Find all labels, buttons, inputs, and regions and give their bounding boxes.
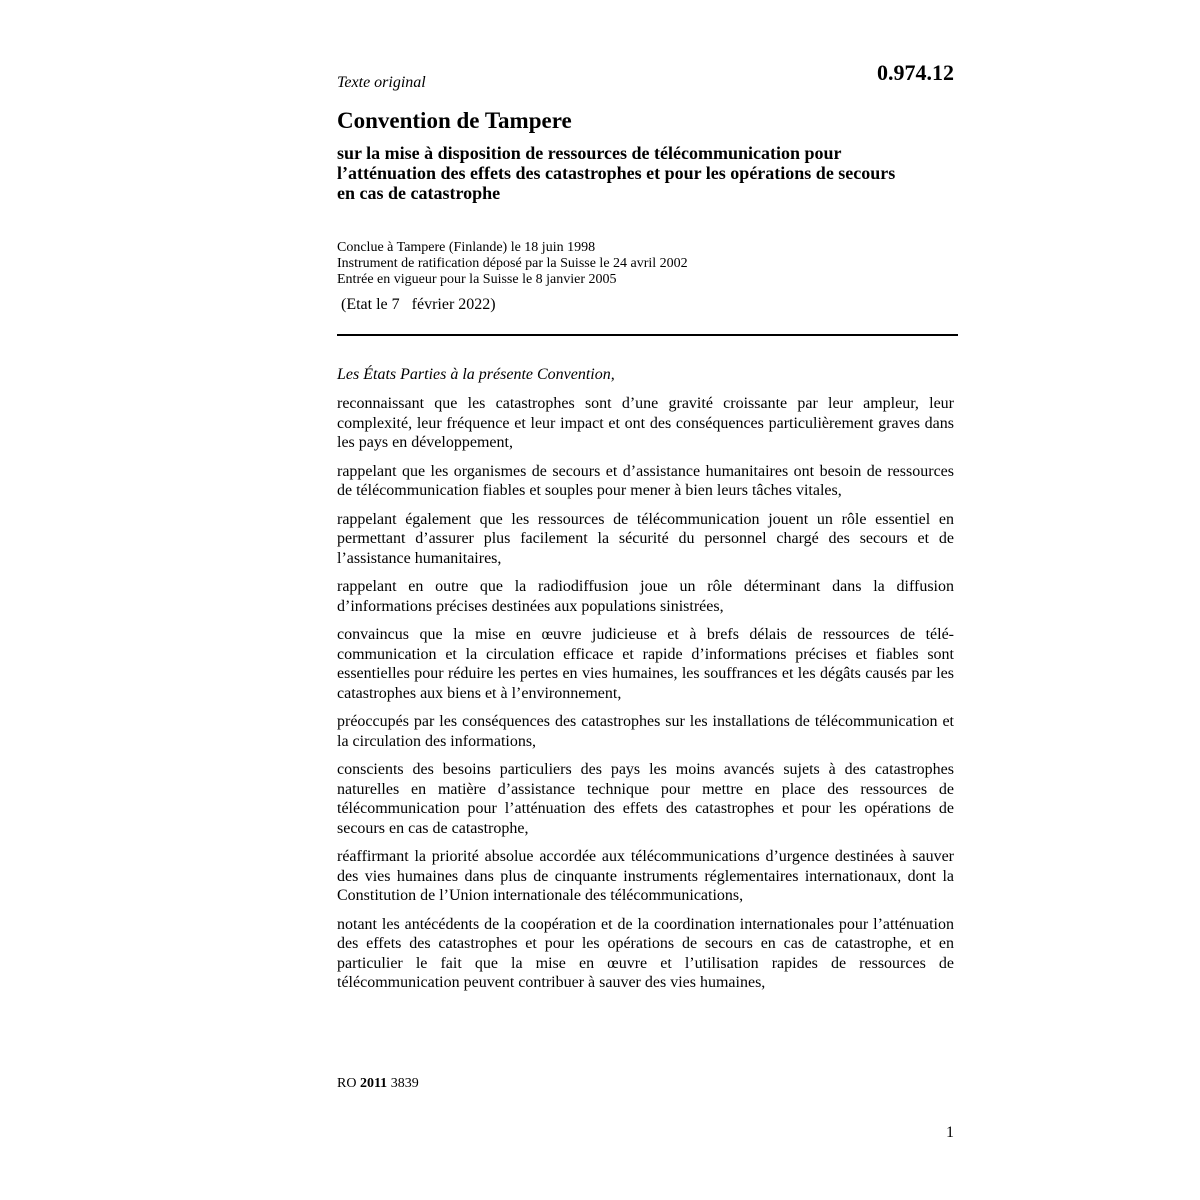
concluded-date: Conclue à Tampere (Finlande) le 18 juin 1998 [337,240,596,255]
ratification-date: Instrument de ratification déposé par la Suisse le 24 avril 2002 [337,256,688,271]
horizontal-divider [337,334,958,336]
official-compilation-reference [337,1076,419,1092]
entry-into-force-date: Entrée en vigueur pour la Suisse le 8 janvier 2005 [337,272,617,287]
ro-page: 3839 [390,1076,419,1091]
ro-year: 2011 [359,1076,388,1091]
preamble-clause: reconnaissant que les catastrophes sont d’une gravité croissante par leur ampleur, leur complexité, leur fréquence et leur impact et ont des conséquences particulièrement graves dans les pays en développement, [337,395,954,451]
document-metadata [337,240,688,288]
preamble-clause: notant les antécédents de la coopération et de la coordination internationales pour l’atténuation des effets des catastrophes et pour les opérations de secours en cas de catastrophe, et en particulier le fait que la mise en œuvre et l’utilisation rapides de ressources de télécommunication peuvent contribuer à sauver des vies humaines, [337,915,954,991]
ro-prefix: RO [337,1076,357,1091]
preamble-clauses [337,394,954,1002]
document-title: Convention de Tampere [337,108,572,133]
document-subtitle: sur la mise à disposition de ressources de télécommunication pour l’atténuation des effets des catastrophes et pour les opérations de secours en cas de catastrophe [337,143,896,203]
preamble-clause: réaffirmant la priorité absolue accordée aux télécommunications d’urgence destinées à sauver des vies humaines dans plus de cinquante instruments réglementaires internationaux, dont la Constitution de l’Union internationale des télécommunications, [337,848,954,904]
preamble-clause: rappelant en outre que la radiodiffusion joue un rôle déterminant dans la diffusion d’informations précises destinées aux populations sinistrées, [337,578,954,615]
preamble-clause: conscients des besoins particuliers des pays les moins avancés sujets à des catastrophes naturelles en matière d’assistance technique pour mettre en place des ressources de télécommunication pour l’atténuation des effets des catastrophes et pour les opérations de secours en cas de catastrophe, [337,761,954,837]
preamble-clause: rappelant que les organismes de secours et d’assistance humanitaires ont besoin de ressources de télécommunication fiables et souples pour mener à bien leurs tâches vitales, [337,462,954,499]
preamble-intro: Les États Parties à la présente Convention, [337,366,615,383]
page-number: 1 [946,1124,954,1141]
preamble-clause: rappelant également que les ressources de télécommunication jouent un rôle essentiel en permettant d’assurer plus facilement la sécurité du personnel chargé des secours et de l’assistance humanitaires, [337,510,954,567]
status-date: (Etat le 7 février 2022) [341,296,496,313]
preamble-clause: convaincus que la mise en œuvre judicieuse et à brefs délais de ressources de télécommunication et la circulation efficace et rapide d’informations précises et fiables sont essentielles pour réduire les pertes en vies humaines, les souffrances et les dégâts causés par les catastrophes aux biens et à l’environnement, [337,626,954,702]
preamble-clause: préoccupés par les conséquences des catastrophes sur les installations de télécommunication et la circulation des informations, [337,713,954,750]
original-text-label: Texte original [337,74,426,91]
sr-number: 0.974.12 [877,60,954,85]
